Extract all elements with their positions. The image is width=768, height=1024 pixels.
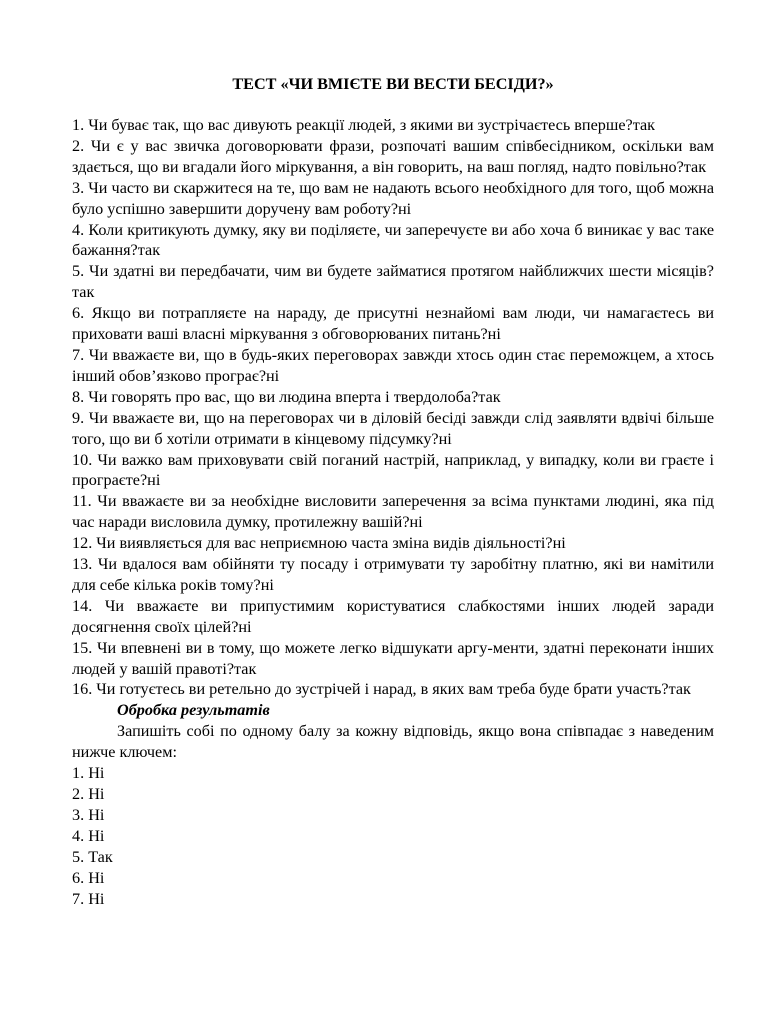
question-item: 3. Чи часто ви скаржитеся на те, що вам не надають всього необхідного для того, щоб можна було успішно завершити доручену вам роботу?ні <box>72 178 714 218</box>
document-page <box>72 73 714 909</box>
question-item: 4. Коли критикують думку, яку ви поділяєте, чи заперечуєте ви або хоча б виникає у вас таке бажання?так <box>72 220 714 260</box>
question-list <box>72 115 714 700</box>
question-item: 7. Чи вважаєте ви, що в будь-яких переговорах завжди хтось один стає переможцем, а хтось інший обов’язково програє?ні <box>72 345 714 385</box>
question-item: 9. Чи вважаєте ви, що на переговорах чи в діловій бесіді завжди слід заявляти вдвічі більше того, що ви б хотіли отримати в кінцевому підсумку?ні <box>72 408 714 448</box>
answer-key-item: 6. Ні <box>72 868 105 887</box>
answer-key-item: 2. Ні <box>72 785 105 803</box>
question-item: 14. Чи вважаєте ви припустимим користуватися слабкостями інших людей заради досягнення своїх цілей?ні <box>72 596 714 636</box>
results-heading: Обробка результатів <box>117 701 270 720</box>
question-item: 16. Чи готуєтесь ви ретельно до зустрічей і нарад, в яких вам треба буде брати участь?так <box>72 680 691 699</box>
question-item: 1. Чи буває так, що вас дивують реакції людей, з якими ви зустрічаєтесь вперше?так <box>72 116 656 134</box>
question-item: 13. Чи вдалося вам обійняти ту посаду і отримувати ту заробітну платню, які ви намітили для себе кілька років тому?ні <box>72 555 714 594</box>
question-item: 11. Чи вважаєте ви за необхідне висловити заперечення за всіма пунктами людині, яка під час наради висловила думку, протилежну вашій?ні <box>72 492 714 532</box>
question-item: 8. Чи говорять про вас, що ви людина вперта і твердолоба?так <box>72 387 501 406</box>
answer-key-item: 7. Ні <box>72 889 105 908</box>
answer-key-item: 1. Ні <box>72 764 105 783</box>
document-title: ТЕСТ «ЧИ ВМІЄТЕ ВИ ВЕСТИ БЕСІДИ?» <box>232 75 554 93</box>
question-item: 10. Чи важко вам приховувати свій поганий настрій, наприклад, у випадку, коли ви граєте і програєте?ні <box>72 450 714 490</box>
question-item: 15. Чи впевнені ви в тому, що можете легко відшукати аргу-менти, здатні переконати інших людей у вашій правоті?так <box>72 638 714 678</box>
question-item: 2. Чи є у вас звичка договорювати фрази, розпочаті вашим співбесідником, оскільки вам здається, що ви вгадали його міркування, а він говорить, на ваш погляд, надто повільно?так <box>72 136 714 176</box>
answer-key-item: 3. Ні <box>72 805 105 824</box>
question-item: 5. Чи здатні ви передбачати, чим ви будете займатися протягом найближчих шести місяців?так <box>72 262 714 302</box>
question-item: 6. Якщо ви потрапляєте на нараду, де присутні незнайомі вам люди, чи намагаєтесь ви приховати ваші власні міркування з обговорюваних питань?ні <box>72 304 714 344</box>
results-instruction: Запишіть собі по одному балу за кожну відповідь, якщо вона співпадає з наведеним нижче ключем: <box>72 722 714 762</box>
question-item: 12. Чи виявляється для вас неприємною часта зміна видів діяльності?ні <box>72 534 566 553</box>
answer-key-item: 5. Так <box>72 847 113 866</box>
answer-key-list <box>72 763 714 909</box>
answer-key-item: 4. Ні <box>72 826 105 845</box>
